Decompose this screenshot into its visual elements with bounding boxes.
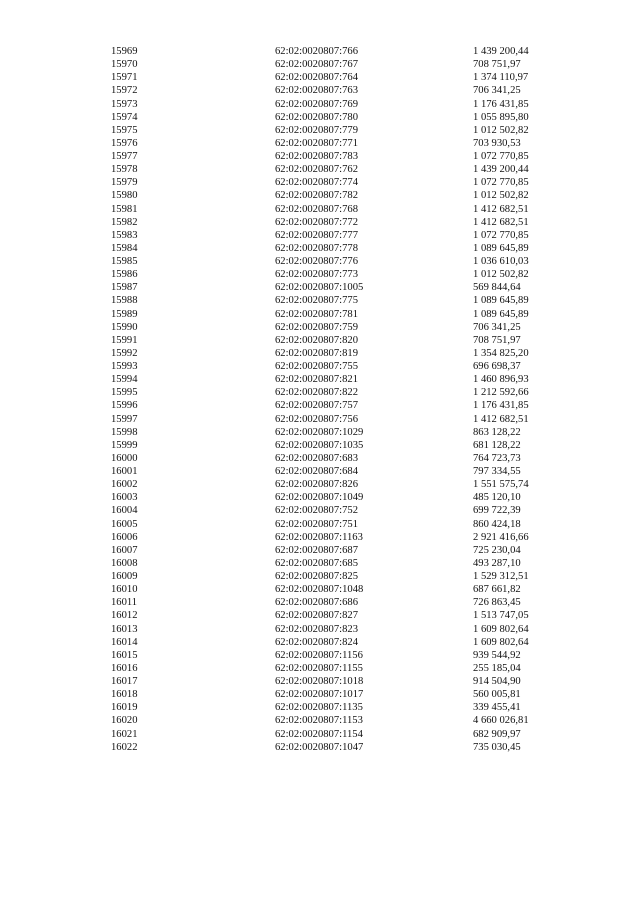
table-row [0, 229, 640, 242]
table-row [0, 452, 640, 465]
cadastral-value: 1 072 770,85 [473, 151, 529, 162]
table-row [0, 268, 640, 281]
cadastral-number: 62:02:0020807:826 [275, 479, 358, 491]
row-number: 16021 [111, 728, 138, 740]
row-number: 16011 [111, 597, 138, 609]
cadastral-value: 4 660 026,81 [473, 715, 529, 727]
cadastral-number: 62:02:0020807:820 [275, 334, 358, 346]
table-row [0, 216, 640, 229]
row-number: 16017 [111, 676, 138, 687]
row-number: 15988 [111, 295, 138, 307]
cadastral-value: 708 751,97 [473, 334, 521, 346]
cadastral-number: 62:02:0020807:1047 [275, 741, 364, 753]
row-number: 16014 [111, 636, 138, 648]
cadastral-value: 1 412 682,51 [473, 203, 529, 215]
table-row [0, 570, 640, 583]
cadastral-number: 62:02:0020807:687 [275, 544, 358, 556]
row-number: 15970 [111, 59, 138, 71]
cadastral-number: 62:02:0020807:757 [275, 400, 358, 412]
cadastral-number: 62:02:0020807:1156 [275, 649, 363, 661]
table-row [0, 386, 640, 399]
cadastral-value: 1 551 575,74 [473, 479, 529, 491]
row-number: 15975 [111, 124, 138, 136]
row-number: 15969 [111, 46, 138, 57]
cadastral-value: 1 072 770,85 [473, 229, 529, 241]
row-number: 16006 [111, 531, 138, 543]
cadastral-number: 62:02:0020807:752 [275, 505, 358, 517]
cadastral-number: 62:02:0020807:771 [275, 137, 358, 149]
table-row [0, 413, 640, 426]
table-row [0, 58, 640, 71]
table-row [0, 124, 640, 137]
cadastral-number: 62:02:0020807:1005 [275, 282, 364, 294]
cadastral-number: 62:02:0020807:685 [275, 557, 358, 569]
table-row [0, 465, 640, 478]
row-number: 15985 [111, 256, 138, 267]
cadastral-value: 560 005,81 [473, 689, 521, 701]
cadastral-number: 62:02:0020807:783 [275, 151, 358, 162]
row-number: 15990 [111, 321, 138, 333]
row-number: 16020 [111, 715, 138, 727]
cadastral-number: 62:02:0020807:827 [275, 610, 358, 622]
cadastral-value: 681 128,22 [473, 439, 521, 451]
row-number: 15996 [111, 400, 138, 412]
row-number: 16018 [111, 689, 138, 701]
cadastral-value: 1 072 770,85 [473, 177, 529, 189]
row-number: 15978 [111, 164, 138, 176]
row-number: 16000 [111, 452, 138, 464]
row-number: 16002 [111, 479, 138, 491]
cadastral-value: 703 930,53 [473, 137, 521, 149]
cadastral-number: 62:02:0020807:1135 [275, 702, 363, 714]
cadastral-value: 1 412 682,51 [473, 216, 529, 228]
row-number: 15989 [111, 308, 138, 320]
table-row [0, 334, 640, 347]
table-row [0, 636, 640, 649]
table-row [0, 163, 640, 176]
cadastral-value: 939 544,92 [473, 649, 521, 661]
row-number: 16019 [111, 702, 138, 714]
row-number: 16022 [111, 741, 138, 753]
cadastral-value: 1 513 747,05 [473, 610, 529, 622]
cadastral-value: 682 909,97 [473, 728, 521, 740]
cadastral-value: 708 751,97 [473, 59, 521, 71]
cadastral-number: 62:02:0020807:777 [275, 229, 358, 241]
table-row [0, 491, 640, 504]
cadastral-value: 1 012 502,82 [473, 124, 529, 136]
table-row [0, 373, 640, 386]
row-number: 16007 [111, 544, 138, 556]
row-number: 15971 [111, 72, 138, 84]
row-number: 15999 [111, 439, 138, 451]
cadastral-number: 62:02:0020807:782 [275, 190, 358, 202]
table-row [0, 609, 640, 622]
row-number: 16005 [111, 518, 138, 530]
table-row [0, 741, 640, 754]
cadastral-value: 1 412 682,51 [473, 413, 529, 425]
cadastral-number: 62:02:0020807:822 [275, 387, 358, 399]
row-number: 15998 [111, 426, 138, 438]
cadastral-value: 863 128,22 [473, 426, 521, 438]
cadastral-value: 485 120,10 [473, 492, 521, 504]
cadastral-value: 735 030,45 [473, 741, 521, 753]
cadastral-value: 706 341,25 [473, 85, 521, 97]
row-number: 15994 [111, 374, 138, 386]
table-row [0, 518, 640, 531]
cadastral-number: 62:02:0020807:759 [275, 321, 358, 333]
cadastral-number: 62:02:0020807:762 [275, 164, 358, 176]
row-number: 15973 [111, 98, 138, 110]
cadastral-value: 1 089 645,89 [473, 295, 529, 307]
table-row [0, 675, 640, 688]
cadastral-value: 1 012 502,82 [473, 190, 529, 202]
table-row [0, 176, 640, 189]
row-number: 15974 [111, 111, 138, 123]
cadastral-number: 62:02:0020807:779 [275, 124, 358, 136]
row-number: 16009 [111, 571, 138, 582]
cadastral-number: 62:02:0020807:1029 [275, 426, 364, 438]
row-number: 15992 [111, 347, 138, 359]
cadastral-number: 62:02:0020807:776 [275, 256, 358, 267]
cadastral-number: 62:02:0020807:1035 [275, 439, 364, 451]
table-row [0, 294, 640, 307]
table-row [0, 45, 640, 58]
table-row [0, 281, 640, 294]
cadastral-number: 62:02:0020807:1048 [275, 584, 364, 596]
cadastral-number: 62:02:0020807:774 [275, 177, 358, 189]
table-row [0, 203, 640, 216]
table-row [0, 137, 640, 150]
row-number: 15987 [111, 282, 138, 294]
cadastral-number: 62:02:0020807:684 [275, 466, 358, 477]
table-row [0, 71, 640, 84]
cadastral-number: 62:02:0020807:1163 [275, 531, 363, 543]
row-number: 15982 [111, 216, 138, 228]
row-number: 16004 [111, 505, 138, 517]
cadastral-number: 62:02:0020807:775 [275, 295, 358, 307]
table-row [0, 347, 640, 360]
cadastral-value: 764 723,73 [473, 452, 521, 464]
row-number: 15976 [111, 137, 138, 149]
cadastral-value: 860 424,18 [473, 518, 521, 530]
cadastral-number: 62:02:0020807:781 [275, 308, 358, 320]
cadastral-value: 1 439 200,44 [473, 164, 529, 176]
cadastral-number: 62:02:0020807:1154 [275, 728, 363, 740]
cadastral-value: 493 287,10 [473, 557, 521, 569]
table-row [0, 478, 640, 491]
table-row [0, 111, 640, 124]
cadastral-value: 339 455,41 [473, 702, 521, 714]
table-row [0, 84, 640, 97]
table-row [0, 557, 640, 570]
table-row [0, 189, 640, 202]
cadastral-value: 1 460 896,93 [473, 374, 529, 386]
cadastral-value: 1 036 610,03 [473, 256, 529, 267]
cadastral-value: 699 722,39 [473, 505, 521, 517]
row-number: 15972 [111, 85, 138, 97]
table-row [0, 596, 640, 609]
cadastral-number: 62:02:0020807:767 [275, 59, 358, 71]
cadastral-value: 1 176 431,85 [473, 400, 529, 412]
cadastral-value: 1 089 645,89 [473, 242, 529, 254]
table-row [0, 701, 640, 714]
row-number: 16010 [111, 584, 138, 596]
cadastral-number: 62:02:0020807:764 [275, 72, 358, 84]
cadastral-number: 62:02:0020807:1153 [275, 715, 363, 727]
cadastral-value: 1 055 895,80 [473, 111, 529, 123]
cadastral-value: 687 661,82 [473, 584, 521, 596]
data-table [0, 45, 640, 754]
cadastral-number: 62:02:0020807:780 [275, 111, 358, 123]
row-number: 16012 [111, 610, 138, 622]
cadastral-number: 62:02:0020807:824 [275, 636, 358, 648]
row-number: 15991 [111, 334, 138, 346]
cadastral-value: 797 334,55 [473, 466, 521, 477]
cadastral-number: 62:02:0020807:686 [275, 597, 358, 609]
row-number: 15986 [111, 269, 138, 281]
cadastral-value: 1 354 825,20 [473, 347, 529, 359]
cadastral-number: 62:02:0020807:778 [275, 242, 358, 254]
table-row [0, 623, 640, 636]
row-number: 15983 [111, 229, 138, 241]
row-number: 16015 [111, 649, 138, 661]
row-number: 15979 [111, 177, 138, 189]
table-row [0, 531, 640, 544]
row-number: 15980 [111, 190, 138, 202]
table-row [0, 544, 640, 557]
cadastral-number: 62:02:0020807:1018 [275, 676, 364, 687]
cadastral-number: 62:02:0020807:755 [275, 361, 358, 372]
cadastral-value: 696 698,37 [473, 361, 521, 372]
cadastral-number: 62:02:0020807:763 [275, 85, 358, 97]
row-number: 15984 [111, 242, 138, 254]
cadastral-number: 62:02:0020807:768 [275, 203, 358, 215]
table-row [0, 688, 640, 701]
row-number: 15977 [111, 151, 138, 162]
cadastral-number: 62:02:0020807:1017 [275, 689, 364, 701]
table-row [0, 662, 640, 675]
cadastral-number: 62:02:0020807:772 [275, 216, 358, 228]
cadastral-number: 62:02:0020807:683 [275, 452, 358, 464]
cadastral-value: 1 609 802,64 [473, 636, 529, 648]
table-row [0, 399, 640, 412]
cadastral-value: 1 609 802,64 [473, 623, 529, 635]
cadastral-number: 62:02:0020807:823 [275, 623, 358, 635]
table-row [0, 242, 640, 255]
table-row [0, 649, 640, 662]
table-row [0, 583, 640, 596]
cadastral-number: 62:02:0020807:825 [275, 571, 358, 582]
cadastral-value: 706 341,25 [473, 321, 521, 333]
row-number: 15997 [111, 413, 138, 425]
cadastral-value: 1 212 592,66 [473, 387, 529, 399]
cadastral-value: 725 230,04 [473, 544, 521, 556]
table-row [0, 98, 640, 111]
table-row [0, 728, 640, 741]
cadastral-value: 2 921 416,66 [473, 531, 529, 543]
row-number: 16016 [111, 662, 138, 674]
row-number: 15995 [111, 387, 138, 399]
cadastral-number: 62:02:0020807:769 [275, 98, 358, 110]
table-row [0, 504, 640, 517]
cadastral-number: 62:02:0020807:821 [275, 374, 358, 386]
row-number: 16003 [111, 492, 138, 504]
row-number: 15993 [111, 361, 138, 372]
row-number: 16013 [111, 623, 138, 635]
row-number: 16008 [111, 557, 138, 569]
table-row [0, 714, 640, 727]
table-row [0, 360, 640, 373]
cadastral-value: 569 844,64 [473, 282, 521, 294]
table-row [0, 321, 640, 334]
cadastral-number: 62:02:0020807:1155 [275, 662, 363, 674]
table-row [0, 255, 640, 268]
cadastral-value: 1 012 502,82 [473, 269, 529, 281]
cadastral-number: 62:02:0020807:1049 [275, 492, 364, 504]
cadastral-value: 1 529 312,51 [473, 571, 529, 582]
cadastral-value: 726 863,45 [473, 597, 521, 609]
row-number: 15981 [111, 203, 138, 215]
table-row [0, 150, 640, 163]
cadastral-value: 255 185,04 [473, 662, 521, 674]
cadastral-number: 62:02:0020807:773 [275, 269, 358, 281]
cadastral-value: 1 176 431,85 [473, 98, 529, 110]
row-number: 16001 [111, 466, 138, 477]
cadastral-number: 62:02:0020807:756 [275, 413, 358, 425]
cadastral-value: 1 439 200,44 [473, 46, 529, 57]
table-row [0, 426, 640, 439]
cadastral-value: 914 504,90 [473, 676, 521, 687]
cadastral-value: 1 089 645,89 [473, 308, 529, 320]
cadastral-number: 62:02:0020807:766 [275, 46, 358, 57]
cadastral-number: 62:02:0020807:819 [275, 347, 358, 359]
table-row [0, 439, 640, 452]
cadastral-value: 1 374 110,97 [473, 72, 529, 84]
cadastral-number: 62:02:0020807:751 [275, 518, 358, 530]
table-row [0, 308, 640, 321]
